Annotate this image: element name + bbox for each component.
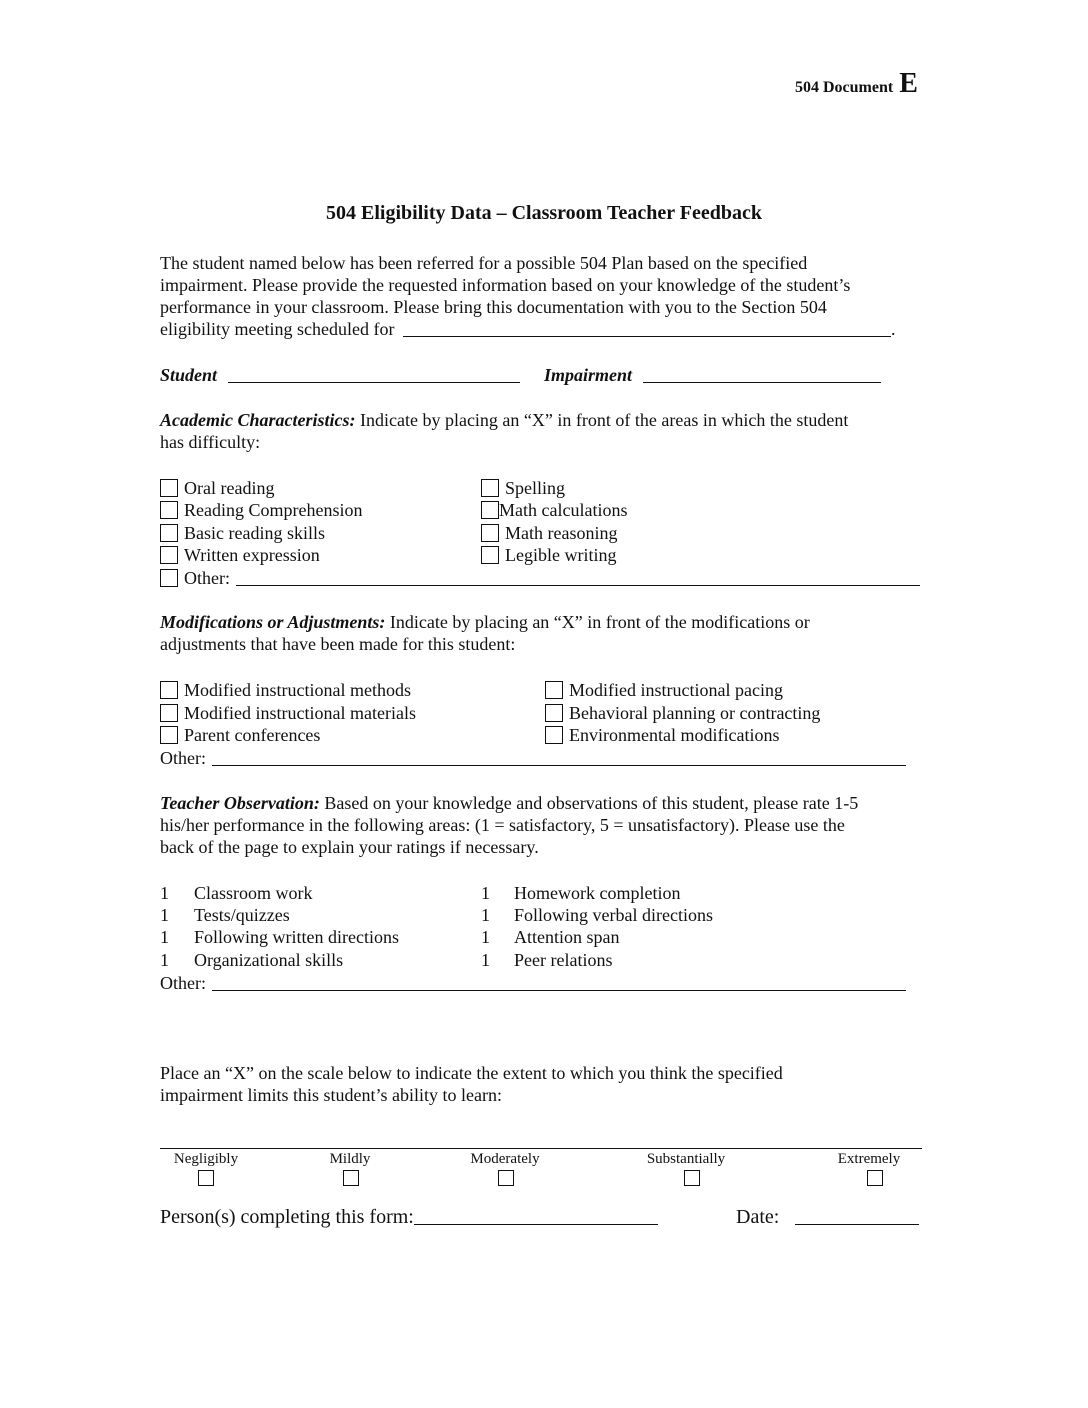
scale-label-mildly: Mildly [329,1151,371,1167]
scale-label-moderately: Moderately [470,1151,540,1167]
academic-item-label: Legible writing [505,545,617,565]
page-title: 504 Eligibility Data – Classroom Teacher Feedback [326,202,762,224]
scale-checkbox-moderately[interactable] [498,1170,514,1186]
mod-other-field[interactable] [212,750,906,766]
modifications-heading-line [160,611,810,633]
observation-text-1: Based on your knowledge and observations of this student, please rate 1-5 [319,793,859,813]
academic-item-math-calculations[interactable] [481,499,627,521]
scale-label-extremely: Extremely [837,1151,901,1167]
rating-label: Homework completion [514,883,681,903]
checkbox-icon[interactable] [545,704,563,722]
intro-line-2: impairment. Please provide the requested information based on your knowledge of the student’s [160,275,851,295]
rating-value[interactable]: 1 [481,905,490,925]
academic-item-label: Written expression [184,545,320,565]
mod-item-parent-conferences[interactable] [160,724,320,746]
mod-item-label: Environmental modifications [569,725,780,745]
document-letter: E [899,68,918,99]
mod-item-materials[interactable] [160,702,416,724]
rating-value[interactable]: 1 [481,950,490,970]
rating-label: Following written directions [194,927,399,947]
checkbox-icon[interactable] [160,726,178,744]
mod-item-label: Modified instructional materials [184,703,416,723]
academic-item-spelling[interactable] [481,477,565,499]
rating-classroom-work[interactable] [160,882,313,904]
student-row [160,364,520,386]
scale-text-1: Place an “X” on the scale below to indicate the extent to which you think the specified [160,1063,783,1083]
rating-attention-span[interactable] [481,926,620,948]
checkbox-icon[interactable] [481,524,499,542]
persons-field[interactable] [414,1207,658,1225]
checkbox-icon[interactable] [160,479,178,497]
checkbox-icon[interactable] [160,704,178,722]
mod-item-pacing[interactable] [545,679,783,701]
student-label: Student [160,365,218,385]
checkbox-icon[interactable] [160,501,178,519]
rating-label: Tests/quizzes [194,905,290,925]
intro-line-3: performance in your classroom. Please bring this documentation with you to the Section 504 [160,297,827,317]
intro-line-4 [160,318,895,340]
rating-written-directions[interactable] [160,926,399,948]
document-label [795,68,918,100]
intro-line-1: The student named below has been referred for a possible 504 Plan based on the specified [160,253,808,273]
rating-label: Attention span [514,927,620,947]
academic-item-label: Basic reading skills [184,523,325,543]
checkbox-icon[interactable] [481,501,499,519]
rating-label: Following verbal directions [514,905,713,925]
rating-value[interactable]: 1 [481,883,490,903]
document-label-text: 504 Document [795,79,894,96]
scale-checkbox-negligibly[interactable] [198,1170,214,1186]
checkbox-icon[interactable] [160,569,178,587]
mod-item-label: Modified instructional pacing [569,680,783,700]
academic-item-oral-reading[interactable] [160,477,274,499]
rating-value[interactable]: 1 [160,905,169,925]
mod-other-label: Other: [160,748,206,768]
date-row [736,1206,919,1229]
rating-value[interactable]: 1 [160,927,169,947]
observation-other-field[interactable] [212,975,906,991]
modifications-text-2: adjustments that have been made for this student: [160,634,516,654]
mod-other-row [160,747,906,769]
observation-other-row [160,972,906,994]
academic-item-basic-reading[interactable] [160,522,325,544]
rating-organizational-skills[interactable] [160,949,343,971]
academic-item-label: Oral reading [184,478,275,498]
persons-label: Person(s) completing this form: [160,1206,414,1228]
impairment-label: Impairment [544,365,633,385]
rating-verbal-directions[interactable] [481,904,713,926]
mod-item-methods[interactable] [160,679,411,701]
date-label: Date: [736,1206,780,1228]
checkbox-icon[interactable] [481,479,499,497]
mod-item-label: Parent conferences [184,725,321,745]
academic-item-math-reasoning[interactable] [481,522,617,544]
academic-item-label: Math calculations [499,500,628,520]
academic-item-label: Math reasoning [505,523,618,543]
rating-value[interactable]: 1 [481,927,490,947]
date-field[interactable] [795,1207,919,1225]
rating-label: Organizational skills [194,950,344,970]
rating-peer-relations[interactable] [481,949,612,971]
mod-item-label: Behavioral planning or contracting [569,703,821,723]
academic-text-1: Indicate by placing an “X” in front of the areas in which the student [355,410,849,430]
impairment-field[interactable] [643,367,881,383]
observation-other-label: Other: [160,973,206,993]
academic-item-other[interactable] [160,567,920,589]
persons-row [160,1206,658,1229]
student-field[interactable] [228,367,520,383]
modifications-text-1: Indicate by placing an “X” in front of the modifications or [385,612,810,632]
checkbox-icon[interactable] [160,524,178,542]
scale-text-2: impairment limits this student’s ability to learn: [160,1085,502,1105]
academic-heading: Academic Characteristics: [160,410,356,430]
intro-line-4-text: eligibility meeting scheduled for [160,319,395,339]
observation-text-2: his/her performance in the following areas: (1 = satisfactory, 5 = unsatisfactory). Please use the [160,815,845,835]
academic-item-legible-writing[interactable] [481,544,616,566]
scale-line [160,1148,922,1149]
observation-heading: Teacher Observation: [160,793,320,813]
rating-label: Classroom work [194,883,313,903]
observation-heading-line [160,792,858,814]
scale-checkbox-substantially[interactable] [684,1170,700,1186]
checkbox-icon[interactable] [160,681,178,699]
academic-item-reading-comprehension[interactable] [160,499,362,521]
rating-label: Peer relations [514,950,613,970]
impairment-row [544,364,881,386]
scale-checkbox-extremely[interactable] [867,1170,883,1186]
academic-item-label: Other: [184,568,230,588]
meeting-date-field[interactable] [403,321,891,337]
rating-homework-completion[interactable] [481,882,680,904]
academic-other-field[interactable] [236,570,920,586]
observation-text-3: back of the page to explain your ratings if necessary. [160,837,539,857]
scale-label-substantially: Substantially [646,1151,726,1167]
scale-checkbox-mildly[interactable] [343,1170,359,1186]
intro-end-punct: . [890,319,896,339]
academic-text-2: has difficulty: [160,432,261,452]
academic-item-written-expression[interactable] [160,544,320,566]
rating-value[interactable]: 1 [160,950,169,970]
mod-item-environmental[interactable] [545,724,779,746]
mod-item-label: Modified instructional methods [184,680,411,700]
scale-label-negligibly: Negligibly [173,1151,239,1167]
checkbox-icon[interactable] [545,726,563,744]
checkbox-icon[interactable] [545,681,563,699]
academic-heading-line [160,409,848,431]
rating-value[interactable]: 1 [160,883,169,903]
checkbox-icon[interactable] [160,546,178,564]
mod-item-behavioral[interactable] [545,702,820,724]
rating-tests-quizzes[interactable] [160,904,290,926]
checkbox-icon[interactable] [481,546,499,564]
academic-item-label: Spelling [505,478,566,498]
modifications-heading: Modifications or Adjustments: [160,612,386,632]
academic-item-label: Reading Comprehension [184,500,363,520]
